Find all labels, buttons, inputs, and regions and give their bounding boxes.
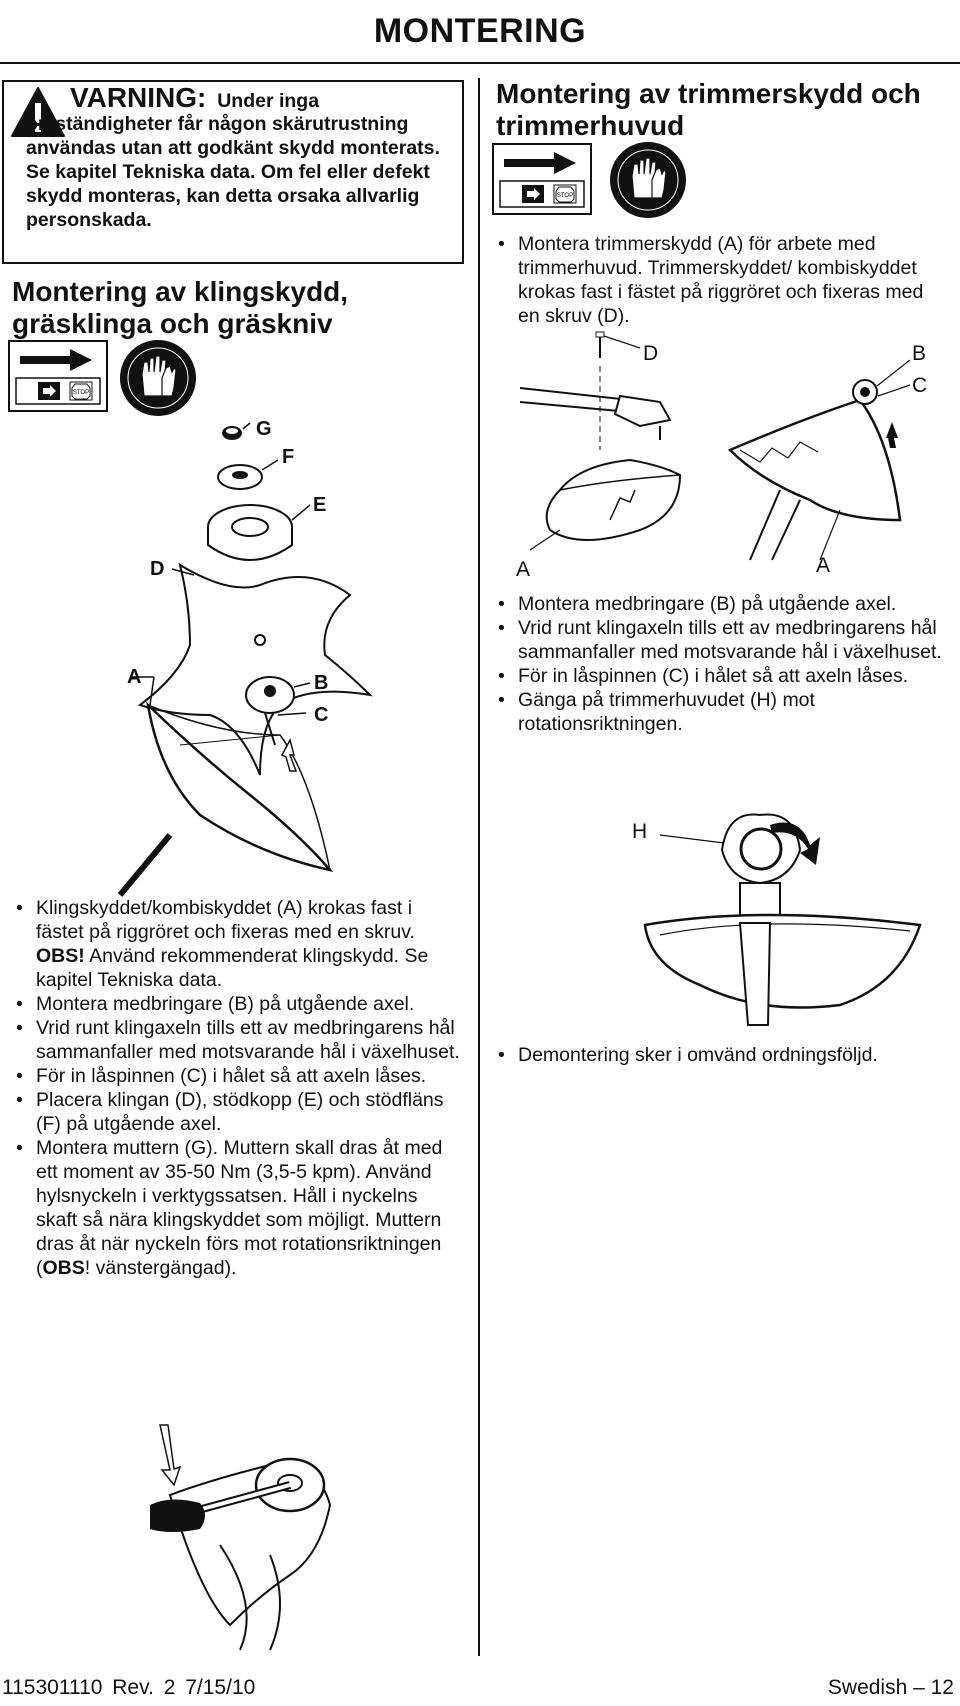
label-b-right: B (912, 342, 927, 365)
arrow-stop-panel-icon (492, 143, 592, 215)
footer-page-number: Swedish – 12 (827, 1676, 954, 1699)
label-b: B (314, 672, 329, 694)
left-icon-panel (8, 340, 108, 417)
list-item: • För in låspinnen (C) i hålet så att axeln låses. (14, 1064, 464, 1088)
list-item: • Demontering sker i omvänd ordningsföljd. (496, 1043, 946, 1067)
obs-label: OBS! (36, 945, 85, 967)
label-d: D (150, 558, 165, 580)
warning-first-text: Under inga (217, 90, 320, 112)
warning-first-line (70, 82, 460, 113)
list-item: • Montera trimmerskydd (A) för arbete med trimmerhuvud. Trimmerskyddet/ kombiskyddet krokas fast i fästet på riggröret och fixeras med en skruv (D). (496, 232, 946, 328)
blade-assembly-figure (110, 415, 470, 895)
svg-text:STOP: STOP (72, 390, 90, 396)
list-item: • För in låspinnen (C) i hålet så att axeln låses. (496, 664, 946, 688)
title-rule (0, 62, 960, 64)
column-divider (478, 78, 480, 1656)
label-a: A (127, 666, 142, 688)
svg-text:STOP: STOP (556, 193, 574, 199)
label-d-right: D (643, 342, 659, 365)
list-item: • Placera klingan (D), stödkopp (E) och stödfläns (F) på utgående axel. (14, 1088, 464, 1136)
arrow-stop-panel-icon (8, 340, 108, 412)
list-item: • Montera muttern (G). Muttern skall dras åt med ett moment av 35-50 Nm (3,5-5 kpm). Använd hylsnyckeln i verktygssatsen. Håll i nyckelns skaft så nära klingskyddet som möjligt. Muttern dras åt när nyckeln förs mot rotationsriktningen (OBS! vänstergängad). (14, 1136, 464, 1280)
page-title: MONTERING (373, 12, 587, 50)
footer-document-id: 115301110 Rev. 2 7/15/10 (2, 1676, 256, 1699)
list-item: • Klingskyddet/kombiskyddet (A) krokas fast i fästet på riggröret och fixeras med en skruv. OBS! Använd rekommenderat klingskydd. Se kapitel Tekniska data. (14, 896, 464, 992)
right-bullet-list-2 (496, 592, 946, 736)
wrench-tightening-figure (140, 1425, 380, 1650)
right-bullet-list-3 (496, 1043, 946, 1067)
list-item: • Vrid runt klingaxeln tills ett av medbringarens hål sammanfaller med motsvarande hål i växelhuset. (14, 1016, 464, 1064)
list-item: • Vrid runt klingaxeln tills ett av medbringarens hål sammanfaller med motsvarande hål i växelhuset. (496, 616, 946, 664)
trimmer-guard-figure (500, 330, 940, 560)
obs-text: Använd rekommenderat klingskydd. Se kapitel Tekniska data. (36, 945, 429, 991)
label-c-right: C (912, 374, 928, 397)
label-c: C (314, 704, 329, 726)
warning-body: omständigheter får någon skärutrustning användas utan att godkänt skydd monterats. Se kapitel Tekniska data. Om fel eller defekt skydd monteras, kan detta orsaka allvarlig personskada. (26, 113, 440, 231)
list-item: • Gänga på trimmerhuvudet (H) mot rotationsriktningen. (496, 688, 946, 736)
left-bullet-list (14, 896, 464, 1280)
warning-head: VARNING: (70, 82, 207, 113)
label-a2-right: A (816, 554, 831, 577)
right-icon-panel (492, 143, 592, 220)
list-item: • Montera medbringare (B) på utgående axel. (14, 992, 464, 1016)
trimmer-head-figure (640, 815, 940, 1025)
right-bullet-list-1 (496, 232, 946, 328)
glove-icon (608, 140, 688, 225)
label-f: F (282, 446, 295, 468)
label-e: E (313, 494, 327, 516)
glove-icon (118, 338, 198, 423)
label-h: H (632, 820, 648, 843)
list-item: • Montera medbringare (B) på utgående axel. (496, 592, 946, 616)
label-a1-right: A (516, 558, 531, 581)
label-g: G (256, 418, 272, 440)
left-heading: Montering av klingskydd, gräsklinga och gräskniv (12, 276, 349, 339)
right-heading: Montering av trimmerskydd och trimmerhuvud (496, 78, 921, 141)
